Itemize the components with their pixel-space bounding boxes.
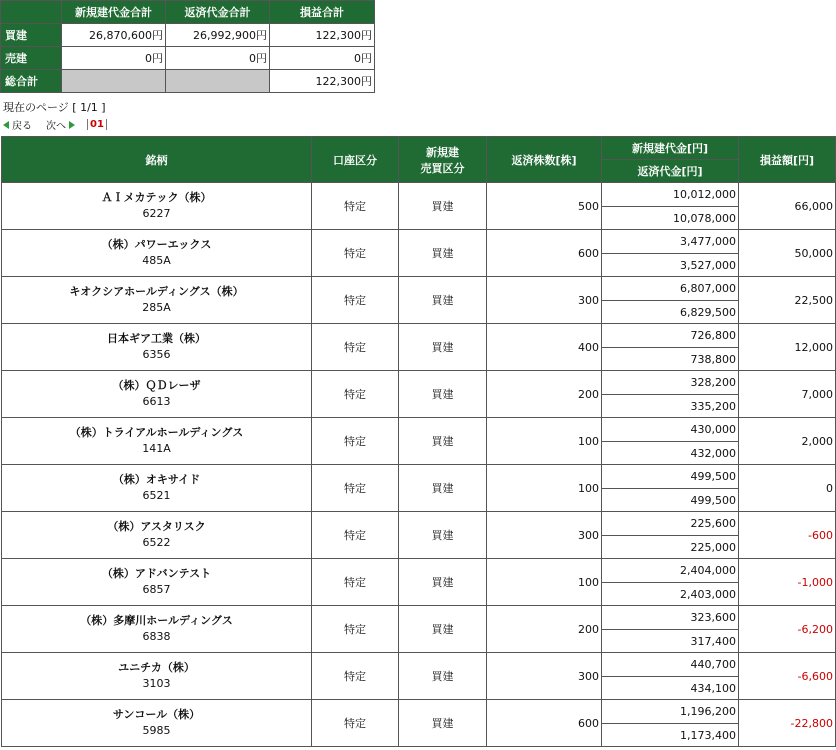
summary-sell-repay-total: 0円 xyxy=(166,47,270,70)
trade-type: 買建 xyxy=(399,183,487,230)
summary-row-grand xyxy=(1,70,375,93)
stock-code: 6857 xyxy=(142,583,171,596)
account-type: 特定 xyxy=(312,559,399,606)
stock-name-cell xyxy=(2,277,312,324)
arrow-left-icon xyxy=(3,121,9,129)
stock-name: （株）アスタリスク xyxy=(107,520,206,533)
stock-name: 日本ギア工業（株） xyxy=(107,332,206,345)
repay-amount: 10,078,000 xyxy=(602,207,739,230)
table-row xyxy=(2,418,836,442)
positions-table xyxy=(1,136,836,747)
stock-name-cell xyxy=(2,512,312,559)
account-type: 特定 xyxy=(312,465,399,512)
profit-loss: 50,000 xyxy=(739,230,836,277)
table-row xyxy=(2,606,836,630)
stock-code: 6838 xyxy=(142,630,171,643)
repay-quantity: 500 xyxy=(487,183,602,230)
trade-type: 買建 xyxy=(399,653,487,700)
next-label: 次へ xyxy=(46,121,66,132)
repay-quantity: 600 xyxy=(487,700,602,747)
header-name: 銘柄 xyxy=(2,137,312,183)
new-amount: 10,012,000 xyxy=(602,183,739,207)
repay-quantity: 100 xyxy=(487,559,602,606)
stock-name: キオクシアホールディングス（株） xyxy=(69,285,244,298)
page-number-link[interactable]: 01 xyxy=(87,119,107,130)
profit-loss: -1,000 xyxy=(739,559,836,606)
trade-type: 買建 xyxy=(399,324,487,371)
stock-name: （株）アドバンテスト xyxy=(101,567,212,580)
summary-label-buy: 買建 xyxy=(1,24,62,47)
summary-label-grand: 総合計 xyxy=(1,70,62,93)
table-row xyxy=(2,653,836,677)
header-new-amount: 新規建代金[円] xyxy=(602,137,739,160)
stock-name-cell xyxy=(2,371,312,418)
summary-grand-empty-1 xyxy=(62,70,166,93)
table-row xyxy=(2,559,836,583)
account-type: 特定 xyxy=(312,653,399,700)
account-type: 特定 xyxy=(312,371,399,418)
repay-amount: 335,200 xyxy=(602,395,739,418)
back-label: 戻る xyxy=(12,121,32,132)
profit-loss: 0 xyxy=(739,465,836,512)
table-row xyxy=(2,230,836,254)
summary-buy-repay-total: 26,992,900円 xyxy=(166,24,270,47)
summary-corner xyxy=(1,1,62,24)
stock-code: 141A xyxy=(142,442,171,455)
trade-type: 買建 xyxy=(399,277,487,324)
new-amount: 430,000 xyxy=(602,418,739,442)
trade-type: 買建 xyxy=(399,371,487,418)
profit-loss: -6,600 xyxy=(739,653,836,700)
summary-grand-pl: 122,300円 xyxy=(270,70,375,93)
arrow-right-icon xyxy=(69,121,75,129)
account-type: 特定 xyxy=(312,418,399,465)
account-type: 特定 xyxy=(312,277,399,324)
stock-name-cell xyxy=(2,559,312,606)
stock-name-cell xyxy=(2,183,312,230)
page-info: 現在のページ [ 1/1 ] xyxy=(3,101,106,114)
stock-name-cell xyxy=(2,324,312,371)
summary-buy-pl: 122,300円 xyxy=(270,24,375,47)
account-type: 特定 xyxy=(312,324,399,371)
stock-name-cell xyxy=(2,418,312,465)
table-row xyxy=(2,700,836,724)
summary-row-sell xyxy=(1,47,375,70)
positions-body xyxy=(2,183,836,747)
stock-name-cell xyxy=(2,230,312,277)
table-row xyxy=(2,324,836,348)
new-amount: 1,196,200 xyxy=(602,700,739,724)
profit-loss: 12,000 xyxy=(739,324,836,371)
repay-amount: 499,500 xyxy=(602,489,739,512)
repay-quantity: 300 xyxy=(487,653,602,700)
summary-row-buy xyxy=(1,24,375,47)
summary-label-sell: 売建 xyxy=(1,47,62,70)
stock-name: （株）ＱＤレーザ xyxy=(112,379,201,392)
stock-name: （株）トライアルホールディングス xyxy=(69,426,244,439)
profit-loss: 22,500 xyxy=(739,277,836,324)
trade-type: 買建 xyxy=(399,230,487,277)
summary-buy-new-total: 26,870,600円 xyxy=(62,24,166,47)
pager xyxy=(3,117,107,132)
stock-name-cell xyxy=(2,653,312,700)
repay-amount: 738,800 xyxy=(602,348,739,371)
stock-name: （株）オキサイド xyxy=(112,473,201,486)
profit-loss: -6,200 xyxy=(739,606,836,653)
table-row xyxy=(2,465,836,489)
new-amount: 3,477,000 xyxy=(602,230,739,254)
repay-amount: 3,527,000 xyxy=(602,254,739,277)
new-amount: 499,500 xyxy=(602,465,739,489)
stock-code: 5985 xyxy=(142,724,171,737)
new-amount: 225,600 xyxy=(602,512,739,536)
new-amount: 328,200 xyxy=(602,371,739,395)
summary-header-repay-total: 返済代金合計 xyxy=(166,1,270,24)
table-row xyxy=(2,512,836,536)
stock-code: 6227 xyxy=(142,207,171,220)
repay-amount: 225,000 xyxy=(602,536,739,559)
repay-quantity: 200 xyxy=(487,606,602,653)
summary-grand-empty-2 xyxy=(166,70,270,93)
stock-name: ユニチカ（株） xyxy=(118,661,195,674)
summary-sell-pl: 0円 xyxy=(270,47,375,70)
trade-type: 買建 xyxy=(399,606,487,653)
account-type: 特定 xyxy=(312,230,399,277)
profit-loss: -22,800 xyxy=(739,700,836,747)
repay-quantity: 200 xyxy=(487,371,602,418)
stock-code: 6521 xyxy=(142,489,171,502)
header-account: 口座区分 xyxy=(312,137,399,183)
trade-type: 買建 xyxy=(399,512,487,559)
next-link[interactable] xyxy=(46,117,75,132)
stock-name: ＡＩメカテック（株） xyxy=(101,191,212,204)
repay-amount: 432,000 xyxy=(602,442,739,465)
repay-quantity: 300 xyxy=(487,512,602,559)
table-row xyxy=(2,277,836,301)
new-amount: 726,800 xyxy=(602,324,739,348)
stock-code: 485A xyxy=(142,254,171,267)
new-amount: 2,404,000 xyxy=(602,559,739,583)
stock-code: 6356 xyxy=(142,348,171,361)
repay-amount: 434,100 xyxy=(602,677,739,700)
repay-quantity: 400 xyxy=(487,324,602,371)
repay-amount: 317,400 xyxy=(602,630,739,653)
profit-loss: 2,000 xyxy=(739,418,836,465)
repay-amount: 2,403,000 xyxy=(602,583,739,606)
header-repay-amount: 返済代金[円] xyxy=(602,160,739,183)
stock-name-cell xyxy=(2,700,312,747)
repay-quantity: 100 xyxy=(487,465,602,512)
stock-code: 285A xyxy=(142,301,171,314)
profit-loss: 66,000 xyxy=(739,183,836,230)
header-quantity: 返済株数[株] xyxy=(487,137,602,183)
stock-code: 3103 xyxy=(142,677,171,690)
summary-header-pl: 損益合計 xyxy=(270,1,375,24)
profit-loss: 7,000 xyxy=(739,371,836,418)
stock-name: （株）パワーエックス xyxy=(101,238,212,251)
trade-type: 買建 xyxy=(399,465,487,512)
stock-name-cell xyxy=(2,465,312,512)
table-row xyxy=(2,183,836,207)
header-trade-type-line2: 売買区分 xyxy=(420,161,465,175)
stock-code: 6522 xyxy=(142,536,171,549)
new-amount: 440,700 xyxy=(602,653,739,677)
back-link[interactable] xyxy=(3,117,32,132)
repay-quantity: 300 xyxy=(487,277,602,324)
new-amount: 6,807,000 xyxy=(602,277,739,301)
account-type: 特定 xyxy=(312,183,399,230)
trade-type: 買建 xyxy=(399,700,487,747)
header-trade-type-line1: 新規建 xyxy=(426,145,459,159)
header-profit-loss: 損益額[円] xyxy=(739,137,836,183)
new-amount: 323,600 xyxy=(602,606,739,630)
stock-name: サンコール（株） xyxy=(112,708,201,721)
stock-name: （株）多摩川ホールディングス xyxy=(80,614,233,627)
repay-amount: 6,829,500 xyxy=(602,301,739,324)
table-row xyxy=(2,371,836,395)
stock-code: 6613 xyxy=(142,395,171,408)
account-type: 特定 xyxy=(312,606,399,653)
summary-header-new-total: 新規建代金合計 xyxy=(62,1,166,24)
account-type: 特定 xyxy=(312,700,399,747)
summary-table xyxy=(0,0,375,93)
repay-quantity: 600 xyxy=(487,230,602,277)
header-trade-type xyxy=(399,137,487,183)
trade-type: 買建 xyxy=(399,418,487,465)
account-type: 特定 xyxy=(312,512,399,559)
profit-loss: -600 xyxy=(739,512,836,559)
repay-quantity: 100 xyxy=(487,418,602,465)
summary-sell-new-total: 0円 xyxy=(62,47,166,70)
stock-name-cell xyxy=(2,606,312,653)
repay-amount: 1,173,400 xyxy=(602,724,739,747)
trade-type: 買建 xyxy=(399,559,487,606)
